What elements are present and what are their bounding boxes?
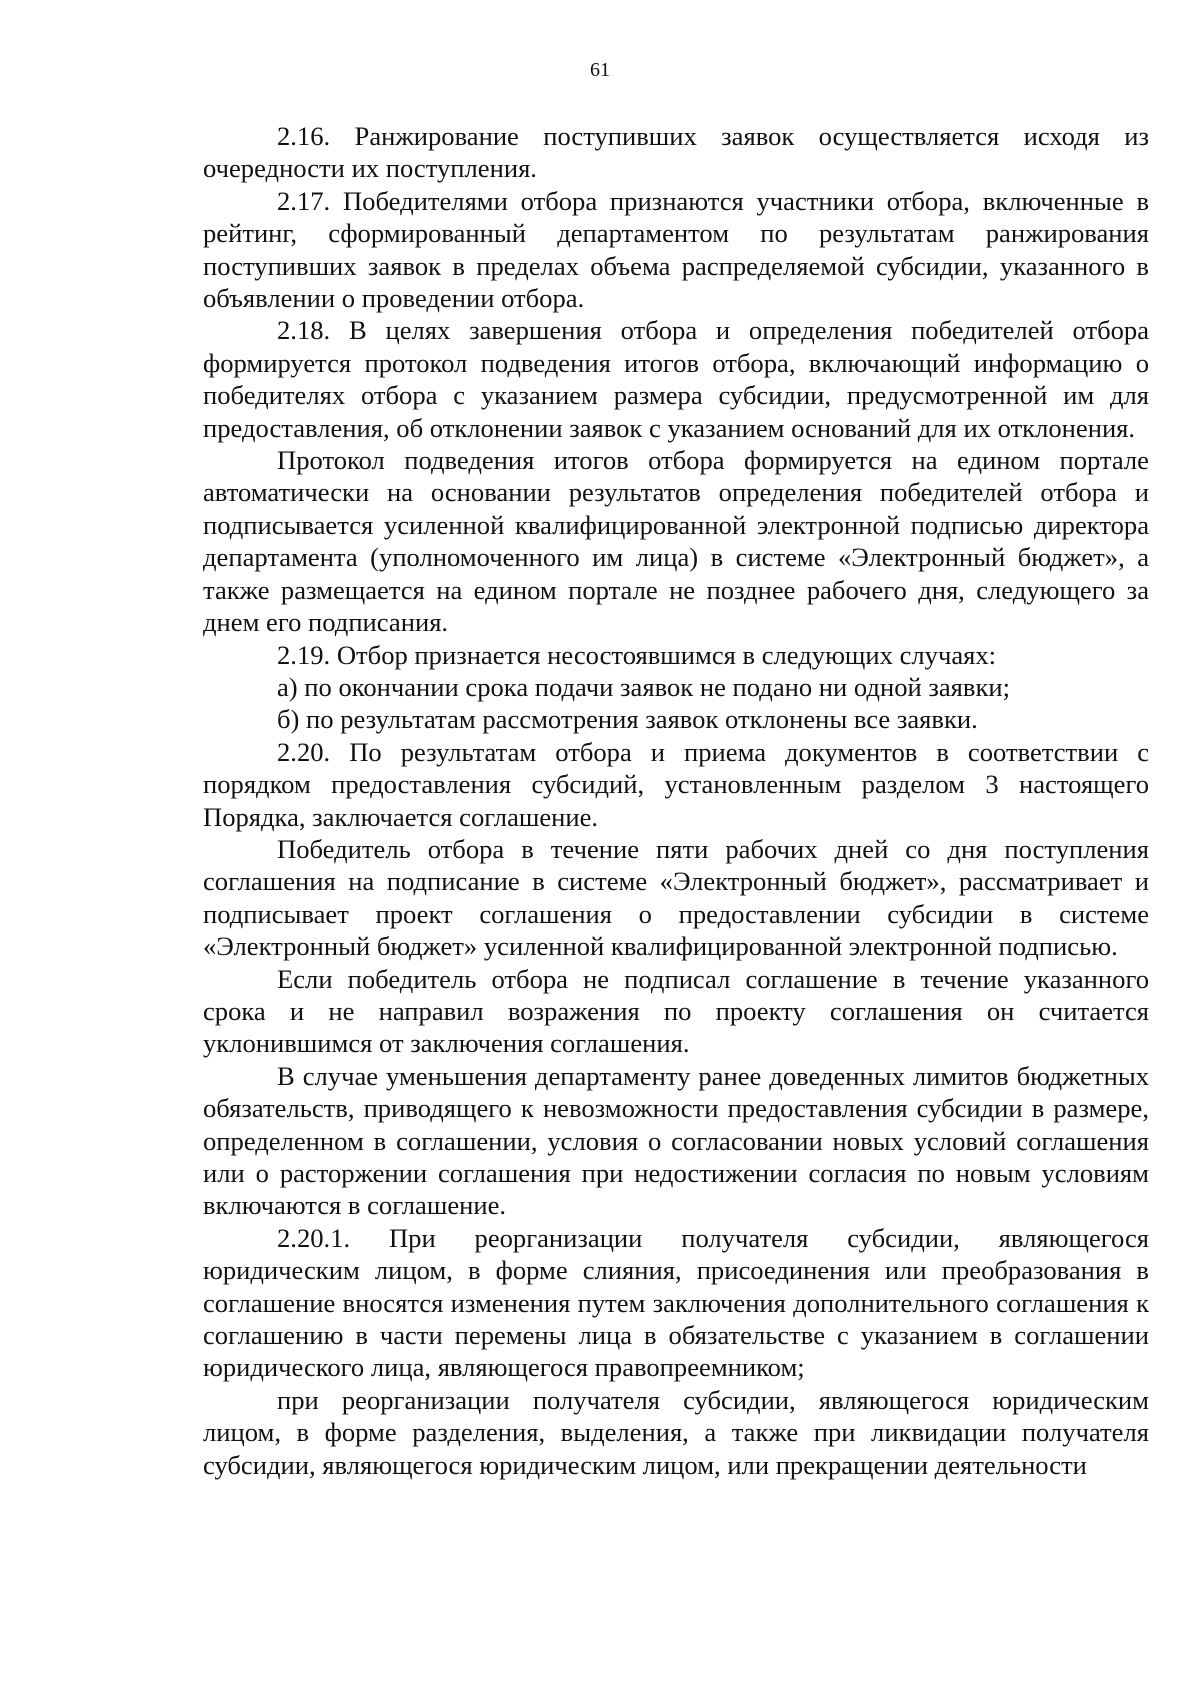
- paragraph-winner-signing: Победитель отбора в течение пяти рабочих дней со дня поступления соглашения на подписание в системе «Электронный бюджет», рассматривает и подписывает проект соглашения о предоставлении субсидии в системе «Электронный бюджет» усиленной квалифицированной электронной подписью.: [203, 833, 1149, 962]
- paragraph-protocol: Протокол подведения итогов отбора формируется на едином портале автоматически на основании результатов определения победителей отбора и подписывается усиленной квалифицированной электронной подписью директора департамента (уполномоченного им лица) в системе «Электронный бюджет», а также размещается на едином портале не позднее рабочего дня, следующего за днем его подписания.: [203, 445, 1149, 638]
- page-number: 61: [590, 59, 610, 81]
- paragraph-2-17: 2.17. Победителями отбора признаются участники отбора, включенные в рейтинг, сформированный департаментом по результатам ранжирования поступивших заявок в пределах объема распределяемой субсидии, указанного в объявлении о проведении отбора.: [203, 185, 1149, 314]
- list-item-b: б) по результатам рассмотрения заявок отклонены все заявки.: [277, 704, 978, 735]
- paragraph-winner-evasion: Если победитель отбора не подписал соглашение в течение указанного срока и не направил возражения по проекту соглашения он считается уклонившимся от заключения соглашения.: [203, 963, 1149, 1059]
- paragraph-2-18: 2.18. В целях завершения отбора и определения победителей отбора формируется протокол подведения итогов отбора, включающий информацию о победителях отбора с указанием размера субсидии, предусмотренной им для предоставления, об отклонении заявок с указанием оснований для их отклонения.: [203, 315, 1149, 443]
- document-body: [203, 120, 1149, 1481]
- paragraph-2-20: 2.20. По результатам отбора и приема документов в соответствии с порядком предоставления субсидий, установленным разделом 3 настоящего Порядка, заключается соглашение.: [203, 736, 1149, 832]
- paragraph-2-16: 2.16. Ранжирование поступивших заявок осуществляется исходя из очередности их поступления.: [203, 121, 1149, 184]
- list-item-a: а) по окончании срока подачи заявок не подано ни одной заявки;: [277, 671, 1011, 702]
- paragraph-2-20-1: 2.20.1. При реорганизации получателя субсидии, являющегося юридическим лицом, в форме слияния, присоединения или преобразования в соглашение вносятся изменения путем заключения дополнительного соглашения к соглашению в части перемены лица в обязательстве с указанием в соглашении юридического лица, являющегося правопреемником;: [203, 1222, 1149, 1383]
- paragraph-reorganization: при реорганизации получателя субсидии, являющегося юридическим лицом, в форме разделения, выделения, а также при ликвидации получателя субсидии, являющегося юридическим лицом, или прекращении деятельности: [203, 1384, 1149, 1480]
- paragraph-2-19: 2.19. Отбор признается несостоявшимся в следующих случаях:: [277, 639, 997, 670]
- paragraph-limits-reduction: В случае уменьшения департаменту ранее доведенных лимитов бюджетных обязательств, приводящего к невозможности предоставления субсидии в размере, определенном в соглашении, условия о согласовании новых условий соглашения или о расторжении соглашения при недостижении согласия по новым условиям включаются в соглашение.: [203, 1060, 1149, 1221]
